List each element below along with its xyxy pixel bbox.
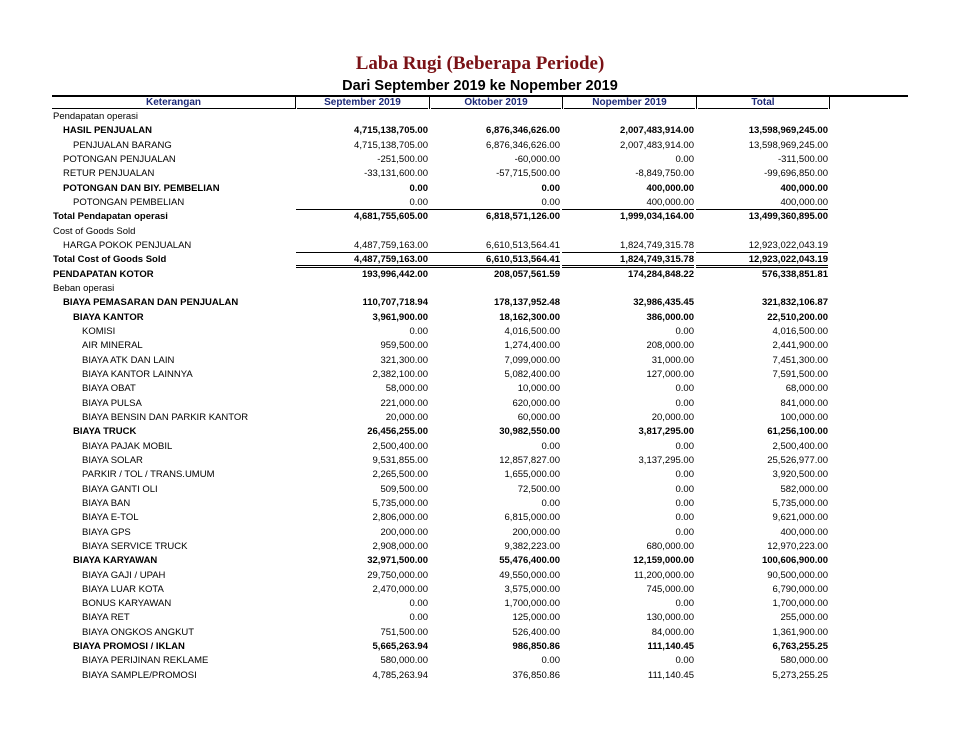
- row-label: BIAYA E-TOL: [82, 512, 139, 524]
- row-label: BIAYA PAJAK MOBIL: [82, 440, 173, 452]
- value-oktober: 6,876,346,626.00: [486, 139, 560, 151]
- value-total: 580,000.00: [780, 655, 828, 667]
- table-row: [52, 626, 908, 640]
- value-september: 0.00: [409, 598, 428, 610]
- row-label: BIAYA RET: [82, 612, 130, 624]
- value-nopember: 3,817,295.00: [638, 426, 694, 438]
- value-oktober: 200,000.00: [512, 526, 560, 538]
- value-oktober: 208,057,561.59: [493, 268, 560, 280]
- table-row: [52, 110, 908, 124]
- value-nopember: 0.00: [675, 526, 694, 538]
- value-september: 321,300.00: [380, 354, 428, 366]
- value-nopember: 111,140.45: [647, 641, 694, 653]
- row-label: BIAYA GAJI / UPAH: [82, 569, 166, 581]
- value-september: 3,961,900.00: [372, 311, 428, 323]
- value-september: 4,715,138,705.00: [354, 125, 428, 137]
- column-header-nopember: Nopember 2019: [564, 97, 695, 109]
- table-row: [52, 569, 908, 583]
- table-row: [52, 210, 908, 224]
- column-header-row: [52, 97, 908, 110]
- value-nopember: 127,000.00: [646, 368, 694, 380]
- table-row: [52, 182, 908, 196]
- table-row: [52, 196, 908, 210]
- value-oktober: 125,000.00: [512, 612, 560, 624]
- table-row: [52, 354, 908, 368]
- value-september: 580,000.00: [380, 655, 428, 667]
- row-label: BIAYA GANTI OLI: [82, 483, 158, 495]
- table-row: [52, 253, 908, 267]
- value-nopember: 0.00: [675, 512, 694, 524]
- value-oktober: 9,382,223.00: [504, 540, 560, 552]
- table-row: [52, 339, 908, 353]
- value-oktober: 0.00: [541, 497, 560, 509]
- value-nopember: 0.00: [675, 469, 694, 481]
- value-september: -33,131,600.00: [364, 168, 428, 180]
- row-label: BIAYA KANTOR LAINNYA: [82, 368, 193, 380]
- value-oktober: 60,000.00: [517, 411, 560, 423]
- value-total: 2,441,900.00: [772, 340, 828, 352]
- value-september: 2,470,000.00: [372, 583, 428, 595]
- table-row: [52, 225, 908, 239]
- value-total: 100,606,900.00: [761, 555, 828, 567]
- value-total: 68,000.00: [785, 383, 828, 395]
- value-total: 321,832,106.87: [761, 297, 828, 309]
- column-divider: [696, 97, 697, 109]
- value-total: 6,763,255.25: [772, 641, 828, 653]
- row-label: BIAYA ATK DAN LAIN: [82, 354, 175, 366]
- value-oktober: 10,000.00: [517, 383, 560, 395]
- table-row: [52, 554, 908, 568]
- table-row: [52, 540, 908, 554]
- value-total: 576,338,851.81: [761, 268, 828, 280]
- row-label: BIAYA PEMASARAN DAN PENJUALAN: [63, 297, 239, 309]
- value-total: 255,000.00: [780, 612, 828, 624]
- value-september: 221,000.00: [380, 397, 428, 409]
- table-row: [52, 497, 908, 511]
- value-september: 4,785,263.94: [372, 669, 428, 681]
- column-header-total: Total: [698, 97, 828, 109]
- value-total: 12,923,022,043.19: [696, 253, 828, 266]
- table-row: [52, 511, 908, 525]
- row-label: KOMISI: [82, 325, 116, 337]
- table-row: [52, 239, 908, 253]
- value-september: 200,000.00: [380, 526, 428, 538]
- table-row: [52, 440, 908, 454]
- row-label: BIAYA SOLAR: [82, 454, 143, 466]
- row-label: HASIL PENJUALAN: [63, 125, 153, 137]
- table-row: [52, 311, 908, 325]
- value-nopember: 1,824,749,315.78: [562, 239, 694, 253]
- table-row: [52, 368, 908, 382]
- row-label: BIAYA TRUCK: [73, 426, 137, 438]
- value-september: 193,996,442.00: [361, 268, 428, 280]
- value-oktober: 6,818,571,126.00: [486, 211, 560, 223]
- value-total: 25,526,977.00: [767, 454, 828, 466]
- value-nopember: 745,000.00: [646, 583, 694, 595]
- value-oktober: 4,016,500.00: [504, 325, 560, 337]
- value-nopember: 0.00: [675, 655, 694, 667]
- value-september: 751,500.00: [380, 626, 428, 638]
- table-row: [52, 153, 908, 167]
- value-nopember: 2,007,483,914.00: [620, 139, 694, 151]
- row-label: POTONGAN PENJUALAN: [63, 153, 176, 165]
- value-total: 7,591,500.00: [772, 368, 828, 380]
- value-oktober: -60,000.00: [514, 153, 560, 165]
- value-oktober: 55,476,400.00: [499, 555, 560, 567]
- value-oktober: 3,575,000.00: [504, 583, 560, 595]
- value-nopember: 386,000.00: [646, 311, 694, 323]
- row-label: AIR MINERAL: [82, 340, 143, 352]
- table-row: [52, 483, 908, 497]
- value-nopember: 208,000.00: [646, 340, 694, 352]
- value-september: 959,500.00: [380, 340, 428, 352]
- value-september: 5,665,263.94: [372, 641, 428, 653]
- value-september: 0.00: [409, 182, 428, 194]
- row-label: Cost of Goods Sold: [53, 225, 136, 237]
- value-oktober: 49,550,000.00: [499, 569, 560, 581]
- row-label: BIAYA PROMOSI / IKLAN: [73, 641, 185, 653]
- value-oktober: 12,857,827.00: [499, 454, 560, 466]
- report-title: Laba Rugi (Beberapa Periode): [355, 53, 605, 74]
- value-nopember: 400,000.00: [562, 196, 694, 210]
- value-september: 32,971,500.00: [367, 555, 428, 567]
- table-row: [52, 597, 908, 611]
- table-row: [52, 468, 908, 482]
- value-oktober: 178,137,952.48: [493, 297, 560, 309]
- row-label: Beban operasi: [53, 282, 115, 294]
- row-label: BIAYA KANTOR: [73, 311, 144, 323]
- value-nopember: 1,824,749,315.78: [562, 253, 694, 266]
- value-total: 841,000.00: [780, 397, 828, 409]
- row-label: BIAYA BENSIN DAN PARKIR KANTOR: [82, 411, 249, 423]
- value-total: 61,256,100.00: [767, 426, 828, 438]
- value-nopember: 0.00: [675, 397, 694, 409]
- value-oktober: 526,400.00: [512, 626, 560, 638]
- value-nopember: 400,000.00: [646, 182, 694, 194]
- value-total: 9,621,000.00: [772, 512, 828, 524]
- table-row: [52, 640, 908, 654]
- value-total: 13,598,969,245.00: [748, 125, 828, 137]
- value-total: 13,499,360,895.00: [748, 211, 828, 223]
- column-divider: [829, 97, 830, 109]
- value-september: 9,531,855.00: [372, 454, 428, 466]
- value-september: 58,000.00: [385, 383, 428, 395]
- column-divider: [429, 97, 430, 109]
- value-total: 12,923,022,043.19: [696, 239, 828, 253]
- value-nopember: 11,200,000.00: [633, 569, 694, 581]
- value-nopember: 0.00: [675, 598, 694, 610]
- table-row: [52, 268, 908, 282]
- value-nopember: 111,140.45: [647, 669, 694, 681]
- row-label: BIAYA SERVICE TRUCK: [82, 540, 188, 552]
- value-oktober: 0.00: [541, 440, 560, 452]
- value-nopember: 0.00: [675, 497, 694, 509]
- row-label: BIAYA SAMPLE/PROMOSI: [82, 669, 197, 681]
- table-row: [52, 669, 908, 683]
- column-header-september: September 2019: [297, 97, 428, 109]
- value-total: 22,510,200.00: [767, 311, 828, 323]
- table-row: [52, 167, 908, 181]
- row-label: BIAYA PERIJINAN REKLAME: [82, 655, 209, 667]
- value-total: 3,920,500.00: [772, 469, 828, 481]
- value-nopember: 3,137,295.00: [638, 454, 694, 466]
- value-oktober: 1,700,000.00: [504, 598, 560, 610]
- value-oktober: -57,715,500.00: [496, 168, 560, 180]
- value-nopember: 32,986,435.45: [633, 297, 694, 309]
- value-september: 509,500.00: [380, 483, 428, 495]
- table-row: [52, 139, 908, 153]
- value-nopember: 12,159,000.00: [633, 555, 694, 567]
- value-september: 26,456,255.00: [367, 426, 428, 438]
- value-total: -311,500.00: [777, 153, 828, 165]
- value-oktober: 18,162,300.00: [499, 311, 560, 323]
- row-label: PARKIR / TOL / TRANS.UMUM: [82, 469, 215, 481]
- row-label: Total Cost of Goods Sold: [53, 254, 167, 266]
- row-label: BIAYA OBAT: [82, 383, 136, 395]
- value-total: 5,735,000.00: [772, 497, 828, 509]
- value-september: 0.00: [409, 325, 428, 337]
- value-oktober: 986,850.86: [512, 641, 560, 653]
- row-label: POTONGAN DAN BIY. PEMBELIAN: [63, 182, 220, 194]
- table-row: [52, 325, 908, 339]
- value-oktober: 5,082,400.00: [504, 368, 560, 380]
- value-oktober: 6,610,513,564.41: [428, 253, 560, 266]
- value-nopember: 0.00: [675, 153, 694, 165]
- table-row: [52, 382, 908, 396]
- table-row: [52, 654, 908, 668]
- value-oktober: 620,000.00: [512, 397, 560, 409]
- row-label: BIAYA GPS: [82, 526, 131, 538]
- table-row: [52, 611, 908, 625]
- value-oktober: 1,274,400.00: [504, 340, 560, 352]
- value-september: 110,707,718.94: [362, 297, 428, 309]
- value-september: 2,908,000.00: [372, 540, 428, 552]
- value-september: 2,806,000.00: [372, 512, 428, 524]
- value-september: 5,735,000.00: [372, 497, 428, 509]
- value-september: 4,715,138,705.00: [354, 139, 428, 151]
- value-september: 2,382,100.00: [372, 368, 428, 380]
- value-total: 7,451,300.00: [772, 354, 828, 366]
- table-row: [52, 282, 908, 296]
- value-total: 90,500,000.00: [767, 569, 828, 581]
- value-total: 1,700,000.00: [772, 598, 828, 610]
- table-row: [52, 425, 908, 439]
- row-label: BIAYA BAN: [82, 497, 131, 509]
- column-header-keterangan: Keterangan: [52, 97, 295, 109]
- value-total: 2,500,400.00: [772, 440, 828, 452]
- column-divider: [295, 97, 296, 109]
- value-oktober: 0.00: [428, 196, 560, 210]
- value-nopember: 174,284,848.22: [627, 268, 694, 280]
- table-row: [52, 454, 908, 468]
- value-september: 4,681,755,605.00: [354, 211, 428, 223]
- value-nopember: 31,000.00: [651, 354, 694, 366]
- value-oktober: 72,500.00: [517, 483, 560, 495]
- value-total: 1,361,900.00: [772, 626, 828, 638]
- value-september: 0.00: [409, 612, 428, 624]
- table-row: [52, 526, 908, 540]
- row-label: Total Pendapatan operasi: [53, 211, 168, 223]
- value-oktober: 376,850.86: [512, 669, 560, 681]
- value-nopember: 0.00: [675, 383, 694, 395]
- value-september: 0.00: [296, 196, 428, 210]
- table-row: [52, 124, 908, 138]
- value-september: 2,265,500.00: [372, 469, 428, 481]
- value-oktober: 1,655,000.00: [504, 469, 560, 481]
- row-label: POTONGAN PEMBELIAN: [73, 196, 185, 208]
- value-total: 100,000.00: [780, 411, 828, 423]
- value-nopember: 20,000.00: [651, 411, 694, 423]
- value-september: 29,750,000.00: [367, 569, 428, 581]
- value-nopember: 2,007,483,914.00: [620, 125, 694, 137]
- table-row: [52, 397, 908, 411]
- row-label: BONUS KARYAWAN: [82, 598, 172, 610]
- value-nopember: 0.00: [675, 483, 694, 495]
- value-oktober: 30,982,550.00: [499, 426, 560, 438]
- column-divider: [562, 97, 563, 109]
- value-total: 582,000.00: [780, 483, 828, 495]
- table-row: [52, 411, 908, 425]
- row-label: PENJUALAN BARANG: [73, 139, 172, 151]
- table-row: [52, 583, 908, 597]
- value-nopember: -8,849,750.00: [635, 168, 694, 180]
- report-subtitle: Dari September 2019 ke Nopember 2019: [342, 78, 618, 94]
- value-september: -251,500.00: [377, 153, 428, 165]
- value-total: 4,016,500.00: [772, 325, 828, 337]
- value-oktober: 0.00: [541, 182, 560, 194]
- value-nopember: 0.00: [675, 440, 694, 452]
- row-label: BIAYA PULSA: [82, 397, 142, 409]
- value-total: 400,000.00: [696, 196, 828, 210]
- value-total: 12,970,223.00: [767, 540, 828, 552]
- value-nopember: 84,000.00: [651, 626, 694, 638]
- value-oktober: 7,099,000.00: [504, 354, 560, 366]
- row-label: HARGA POKOK PENJUALAN: [63, 239, 192, 251]
- column-header-oktober: Oktober 2019: [431, 97, 561, 109]
- value-nopember: 680,000.00: [646, 540, 694, 552]
- row-label: PENDAPATAN KOTOR: [53, 268, 154, 280]
- row-label: BIAYA KARYAWAN: [73, 555, 158, 567]
- row-label: BIAYA LUAR KOTA: [82, 583, 164, 595]
- value-nopember: 0.00: [675, 325, 694, 337]
- row-label: BIAYA ONGKOS ANGKUT: [82, 626, 195, 638]
- value-total: 400,000.00: [780, 526, 828, 538]
- table-row: [52, 296, 908, 310]
- value-total: 13,598,969,245.00: [748, 139, 828, 151]
- value-oktober: 0.00: [541, 655, 560, 667]
- value-nopember: 130,000.00: [646, 612, 694, 624]
- value-september: 4,487,759,163.00: [296, 239, 428, 253]
- value-total: 5,273,255.25: [772, 669, 828, 681]
- row-label: RETUR PENJUALAN: [63, 168, 155, 180]
- value-september: 20,000.00: [385, 411, 428, 423]
- value-oktober: 6,610,513,564.41: [428, 239, 560, 253]
- value-september: 4,487,759,163.00: [296, 253, 428, 266]
- value-total: -99,696,850.00: [764, 168, 828, 180]
- value-september: 2,500,400.00: [372, 440, 428, 452]
- report-table-body: [52, 110, 908, 683]
- value-total: 6,790,000.00: [772, 583, 828, 595]
- value-oktober: 6,815,000.00: [504, 512, 560, 524]
- value-nopember: 1,999,034,164.00: [620, 211, 694, 223]
- row-label: Pendapatan operasi: [53, 111, 139, 122]
- value-total: 400,000.00: [780, 182, 828, 194]
- value-oktober: 6,876,346,626.00: [486, 125, 560, 137]
